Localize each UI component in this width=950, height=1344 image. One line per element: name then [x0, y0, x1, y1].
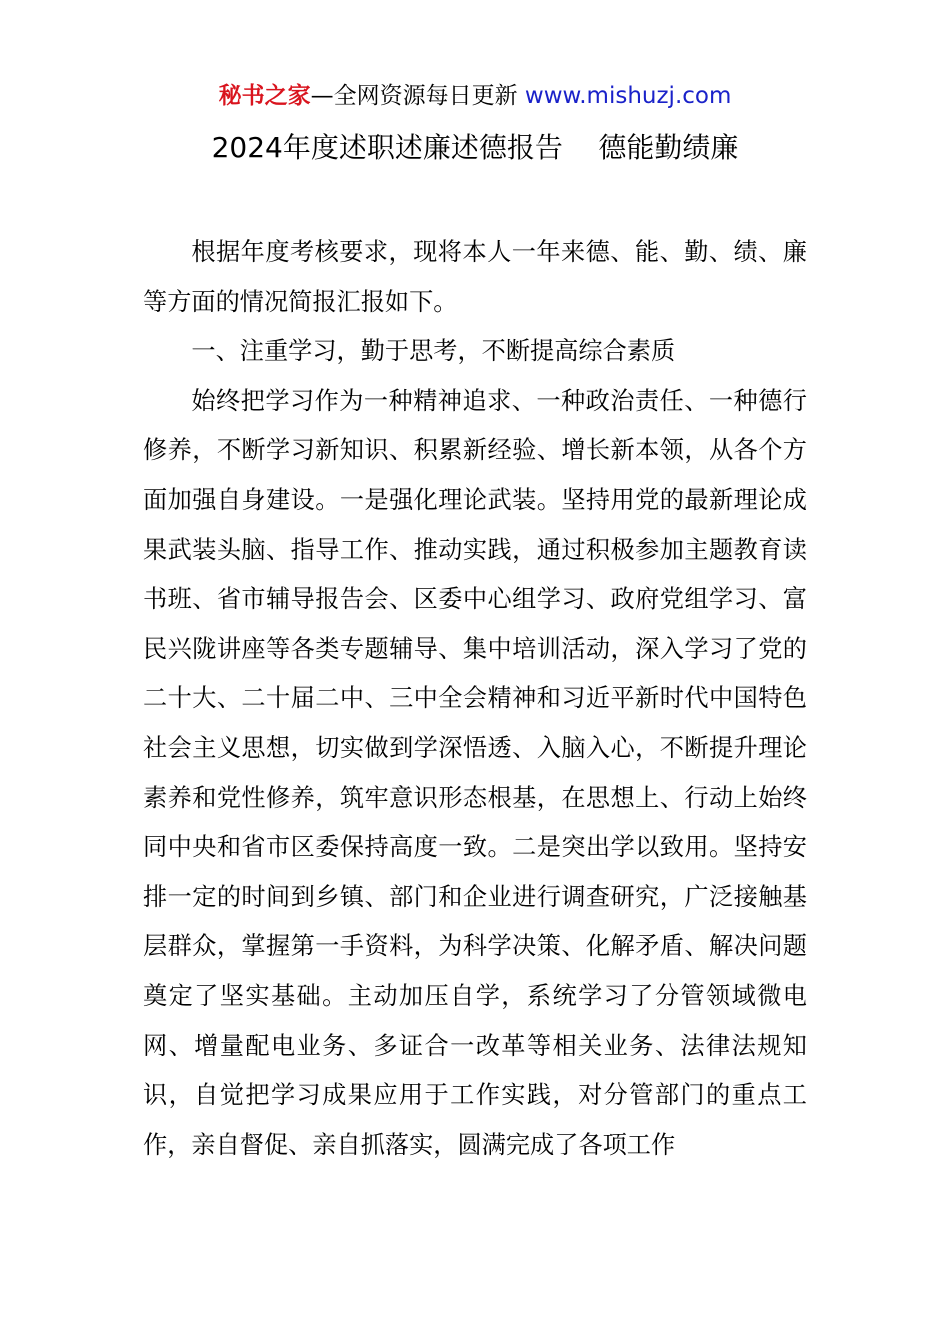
paragraph-study: 始终把学习作为一种精神追求、一种政治责任、一种德行修养，不断学习新知识、积累新经验、增长新本领，从各个方面加强自身建设。一是强化理论武装。坚持用党的最新理论成果武装头脑、指导工作、推动实践，通过积极参加主题教育读书班、省市辅导报告会、区委中心组学习、政府党组学习、富民兴陇讲座等各类专题辅导、集中培训活动，深入学习了党的二十大、二十届二中、三中全会精神和习近平新时代中国特色社会主义思想，切实做到学深悟透、入脑入心，不断提升理论素养和党性修养，筑牢意识形态根基，在思想上、行动上始终同中央和省市区委保持高度一致。二是突出学以致用。坚持安排一定的时间到乡镇、部门和企业进行调查研究，广泛接触基层群众，掌握第一手资料，为科学决策、化解矛盾、解决问题奠定了坚实基础。主动加压自学，系统学习了分管领域微电网、增量配电业务、多证合一改革等相关业务、法律法规知识，自觉把学习成果应用于工作实践，对分管部门的重点工作，亲自督促、亲自抓落实，圆满完成了各项工作 — [143, 386, 807, 1159]
section-heading-1: 一、注重学习，勤于思考，不断提高综合素质 — [191, 337, 676, 366]
paragraph-intro: 根据年度考核要求，现将本人一年来德、能、勤、绩、廉等方面的情况简报汇报如下。 — [143, 238, 807, 316]
site-url-link[interactable]: www.mishuzj.com — [524, 83, 732, 109]
site-header — [0, 80, 950, 112]
site-tagline: —全网资源每日更新 — [310, 83, 525, 109]
document-body — [143, 228, 807, 1170]
document-title: 2024年度述职述廉述德报告 德能勤绩廉 — [211, 131, 739, 164]
site-brand: 秘书之家 — [218, 83, 311, 109]
